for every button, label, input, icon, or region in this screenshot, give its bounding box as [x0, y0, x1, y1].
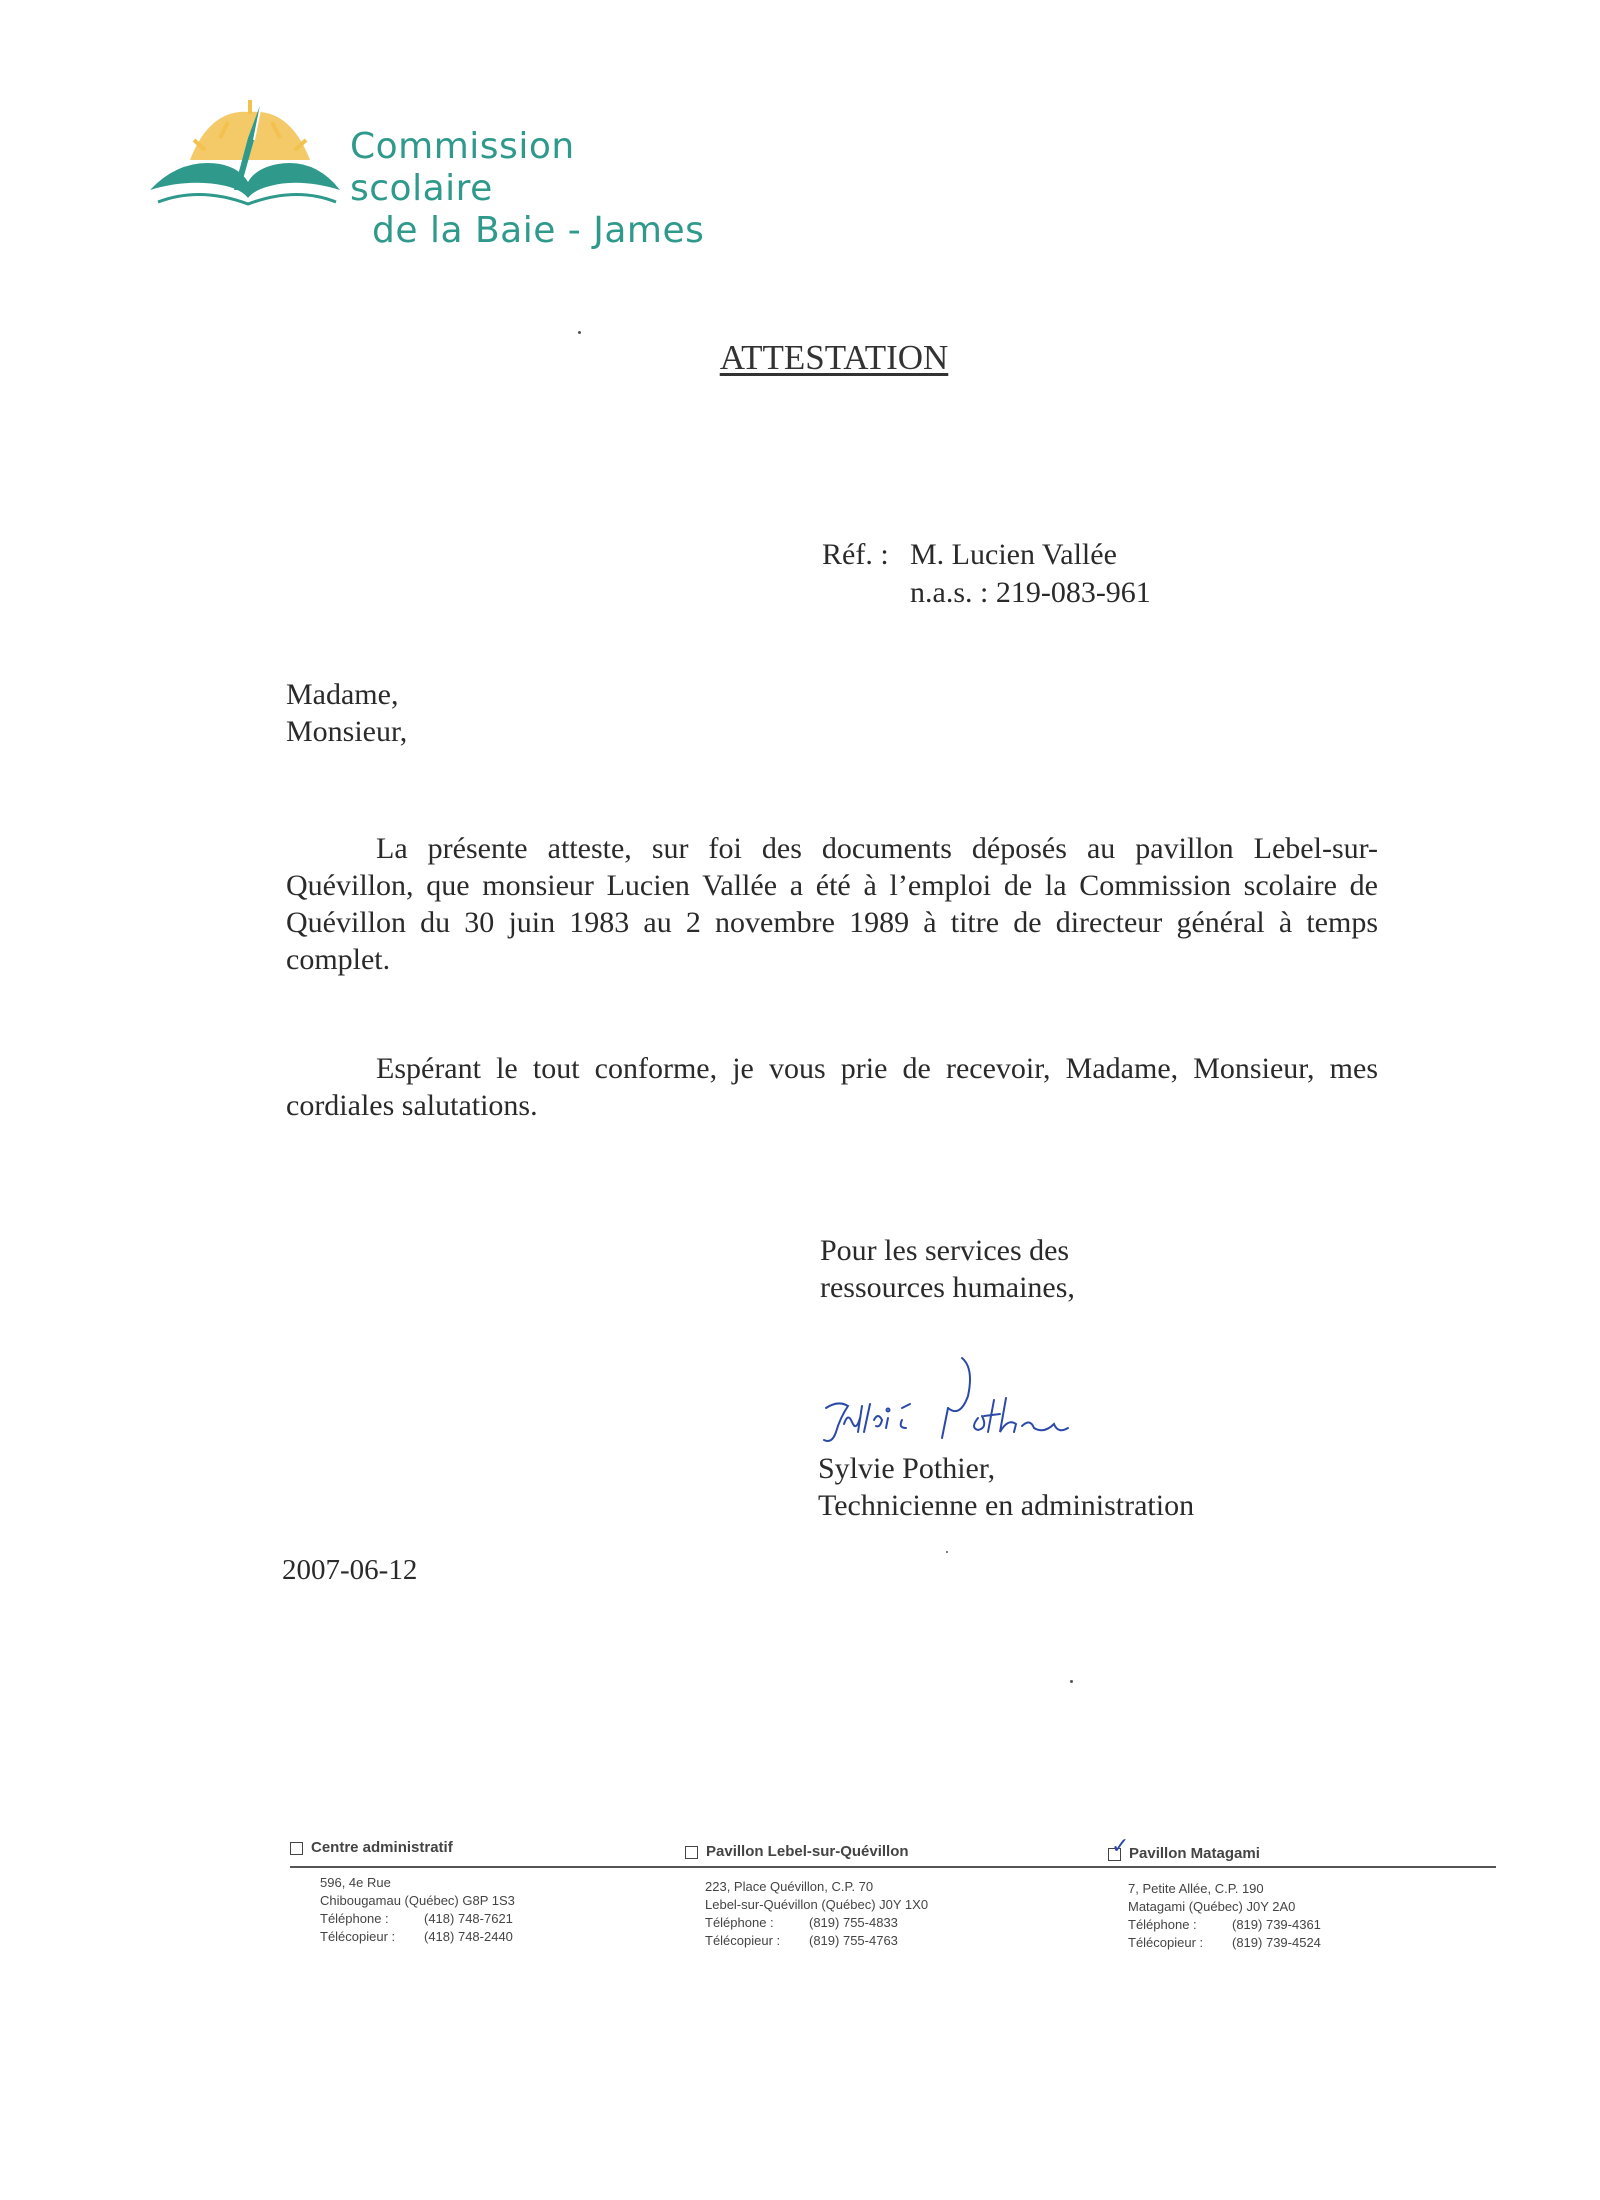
document-date: 2007-06-12: [282, 1554, 418, 1586]
reference-value: M. Lucien Vallée: [910, 538, 1117, 571]
scan-speck: [1070, 1680, 1073, 1683]
office-name: Pavillon Lebel-sur-Quévillon: [706, 1843, 909, 1860]
office-address-line2: Lebel-sur-Quévillon (Québec) J0Y 1X0: [705, 1897, 929, 1912]
office-phone: Téléphone : (819) 739-4361: [1128, 1917, 1321, 1932]
office-address-line2: Chibougamau (Québec) G8P 1S3: [320, 1893, 515, 1908]
signer-block: [818, 1450, 1194, 1524]
handwritten-signature: [818, 1348, 1098, 1458]
closing-line1: Pour les services des: [820, 1234, 1070, 1267]
closing: [820, 1232, 1075, 1306]
office-fax: Télécopieur : (418) 748-2440: [320, 1929, 513, 1944]
office-phone: Téléphone : (418) 748-7621: [320, 1911, 513, 1926]
signer-name: Sylvie Pothier,: [818, 1452, 996, 1485]
organization-name: [350, 126, 710, 252]
office-fax: Télécopieur : (819) 755-4763: [705, 1933, 898, 1948]
office-name: Centre administratif: [311, 1839, 453, 1856]
office-name: Pavillon Matagami: [1129, 1845, 1260, 1862]
office-phone: Téléphone : (819) 755-4833: [705, 1915, 898, 1930]
office-checkbox[interactable]: [290, 1842, 303, 1855]
scan-speck: [578, 331, 581, 334]
office-address-line2: Matagami (Québec) J0Y 2A0: [1128, 1899, 1296, 1914]
document-title: ATTESTATION: [719, 338, 949, 377]
body-paragraph-1: La présente atteste, sur foi des documents déposés au pavillon Lebel-sur-Quévillon, que monsieur Lucien Vallée a été à l’emploi de la Commission scolaire de Quévillon du 30 juin 1983 au 2 novembre 1989 à titre de directeur général à temps complet.: [286, 832, 1378, 976]
reference-block: [822, 536, 1151, 612]
office-pavillon-lebel: [685, 1840, 1015, 1950]
office-pavillon-matagami: [1108, 1842, 1438, 1952]
office-address-line1: 596, 4e Rue: [320, 1875, 391, 1890]
reference-row: [822, 536, 1151, 574]
body-paragraph-2: Espérant le tout conforme, je vous prie de recevoir, Madame, Monsieur, mes cordiales salutations.: [286, 1052, 1378, 1122]
nas-row: [822, 574, 1151, 612]
salutation-line2: Monsieur,: [286, 715, 408, 748]
reference-label: Réf. :: [822, 538, 889, 571]
salutation: [286, 676, 407, 750]
logo-emblem-icon: [150, 98, 340, 218]
organization-name-line1: Commission scolaire: [350, 126, 575, 209]
signer-role: Technicienne en administration: [818, 1489, 1195, 1522]
scan-speck: [946, 1551, 948, 1553]
nas-label: n.a.s. :: [910, 576, 989, 609]
office-address-line1: 7, Petite Allée, C.P. 190: [1128, 1881, 1264, 1896]
office-fax: Télécopieur : (819) 739-4524: [1128, 1935, 1321, 1950]
organization-logo: [150, 98, 710, 251]
office-centre-administratif: [290, 1836, 620, 1946]
nas-value: 219-083-961: [995, 576, 1151, 609]
organization-name-line2: de la Baie - James: [372, 210, 705, 251]
salutation-line1: Madame,: [286, 678, 399, 711]
closing-line2: ressources humaines,: [820, 1271, 1075, 1304]
office-checkbox-checked[interactable]: [1108, 1848, 1121, 1861]
office-address-line1: 223, Place Quévillon, C.P. 70: [705, 1879, 874, 1894]
office-checkbox[interactable]: [685, 1846, 698, 1859]
